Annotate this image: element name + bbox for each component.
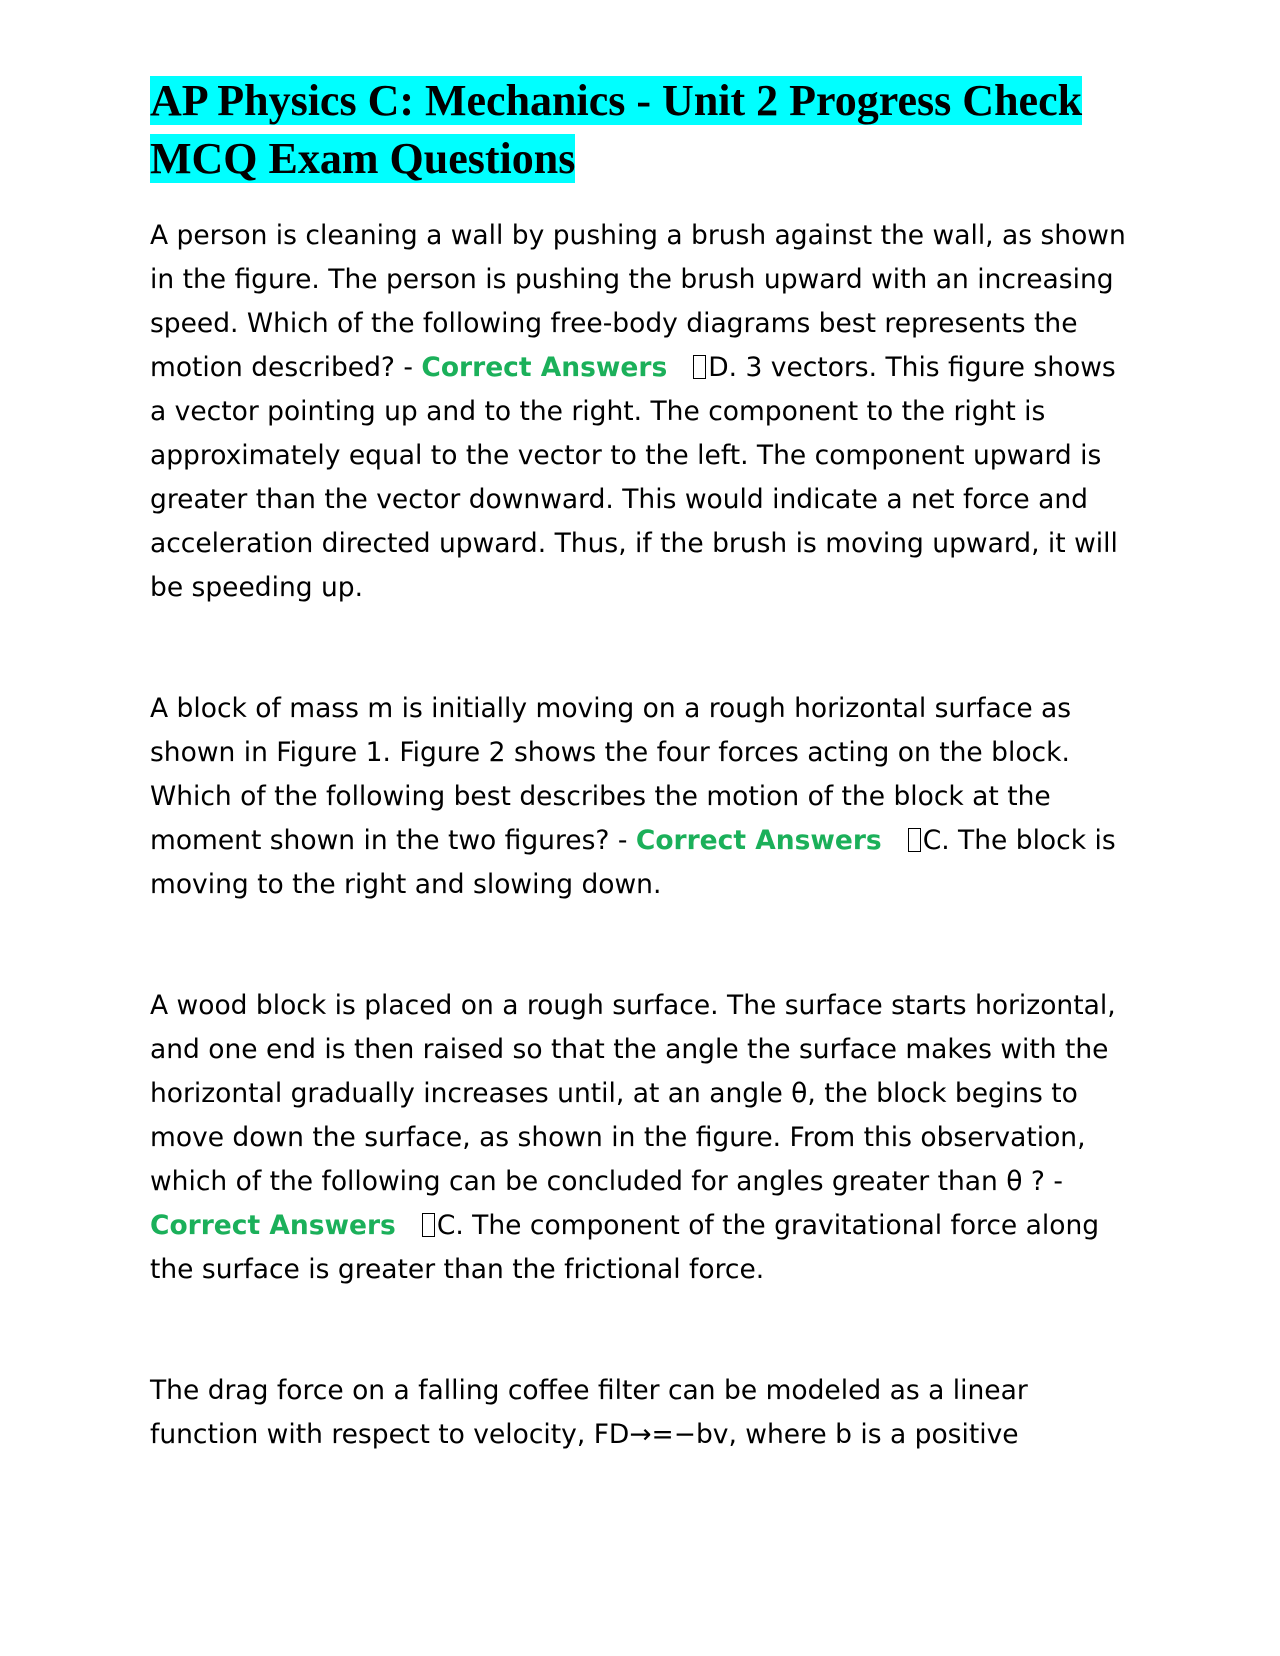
question-item-2 (150, 687, 1135, 907)
answer-text: D. 3 vectors. This figure shows a vector pointing up and to the right. The component to the right is approximately equal to the vector to the left. The component upward is greater than the vector downward. This would indicate a net force and acceleration directed upward. Thus, if the brush is moving upward, it will be speeding up. (150, 352, 1118, 603)
question-text: A wood block is placed on a rough surface. The surface starts horizontal, and one end is then raised so that the angle the surface makes with the horizontal gradually increases until, at an angle θ, the block begins to move down the surface, as shown in the figure. From this observation, which of the following can be concluded for angles greater than θ ? - (150, 990, 1116, 1197)
checkbox-glyph-icon (422, 1213, 435, 1237)
answer-text: C. The block is moving to the right and slowing down. (150, 825, 1116, 900)
correct-answers-label: Correct Answers (150, 1210, 396, 1241)
checkbox-glyph-icon (908, 828, 921, 852)
question-item-4 (150, 1369, 1135, 1457)
question-item-1 (150, 214, 1135, 610)
question-text: The drag force on a falling coffee filter can be modeled as a linear function with respect to velocity, FD→=−bv, where b is a positive (150, 1375, 1028, 1450)
answer-text: C. The component of the gravitational force along the surface is greater than the frictional force. (150, 1210, 1100, 1285)
question-text: A person is cleaning a wall by pushing a brush against the wall, as shown in the figure. The person is pushing the brush upward with an increasing speed. Which of the following free-body diagrams best represents the motion described? - (150, 220, 1126, 383)
correct-answers-label: Correct Answers (421, 352, 668, 383)
question-text: A block of mass m is initially moving on a rough horizontal surface as shown in Figure 1. Figure 2 shows the four forces acting on the block. Which of the following best describes the motion of the block at the moment shown in the two figures? - (150, 693, 1072, 856)
title-highlight: AP Physics C: Mechanics - Unit 2 Progress Check MCQ Exam Questions (150, 76, 1083, 183)
document-title (150, 72, 1150, 188)
checkbox-glyph-icon (693, 355, 706, 379)
question-item-3 (150, 984, 1135, 1292)
correct-answers-label: Correct Answers (635, 825, 882, 856)
document-page (150, 72, 1150, 1457)
